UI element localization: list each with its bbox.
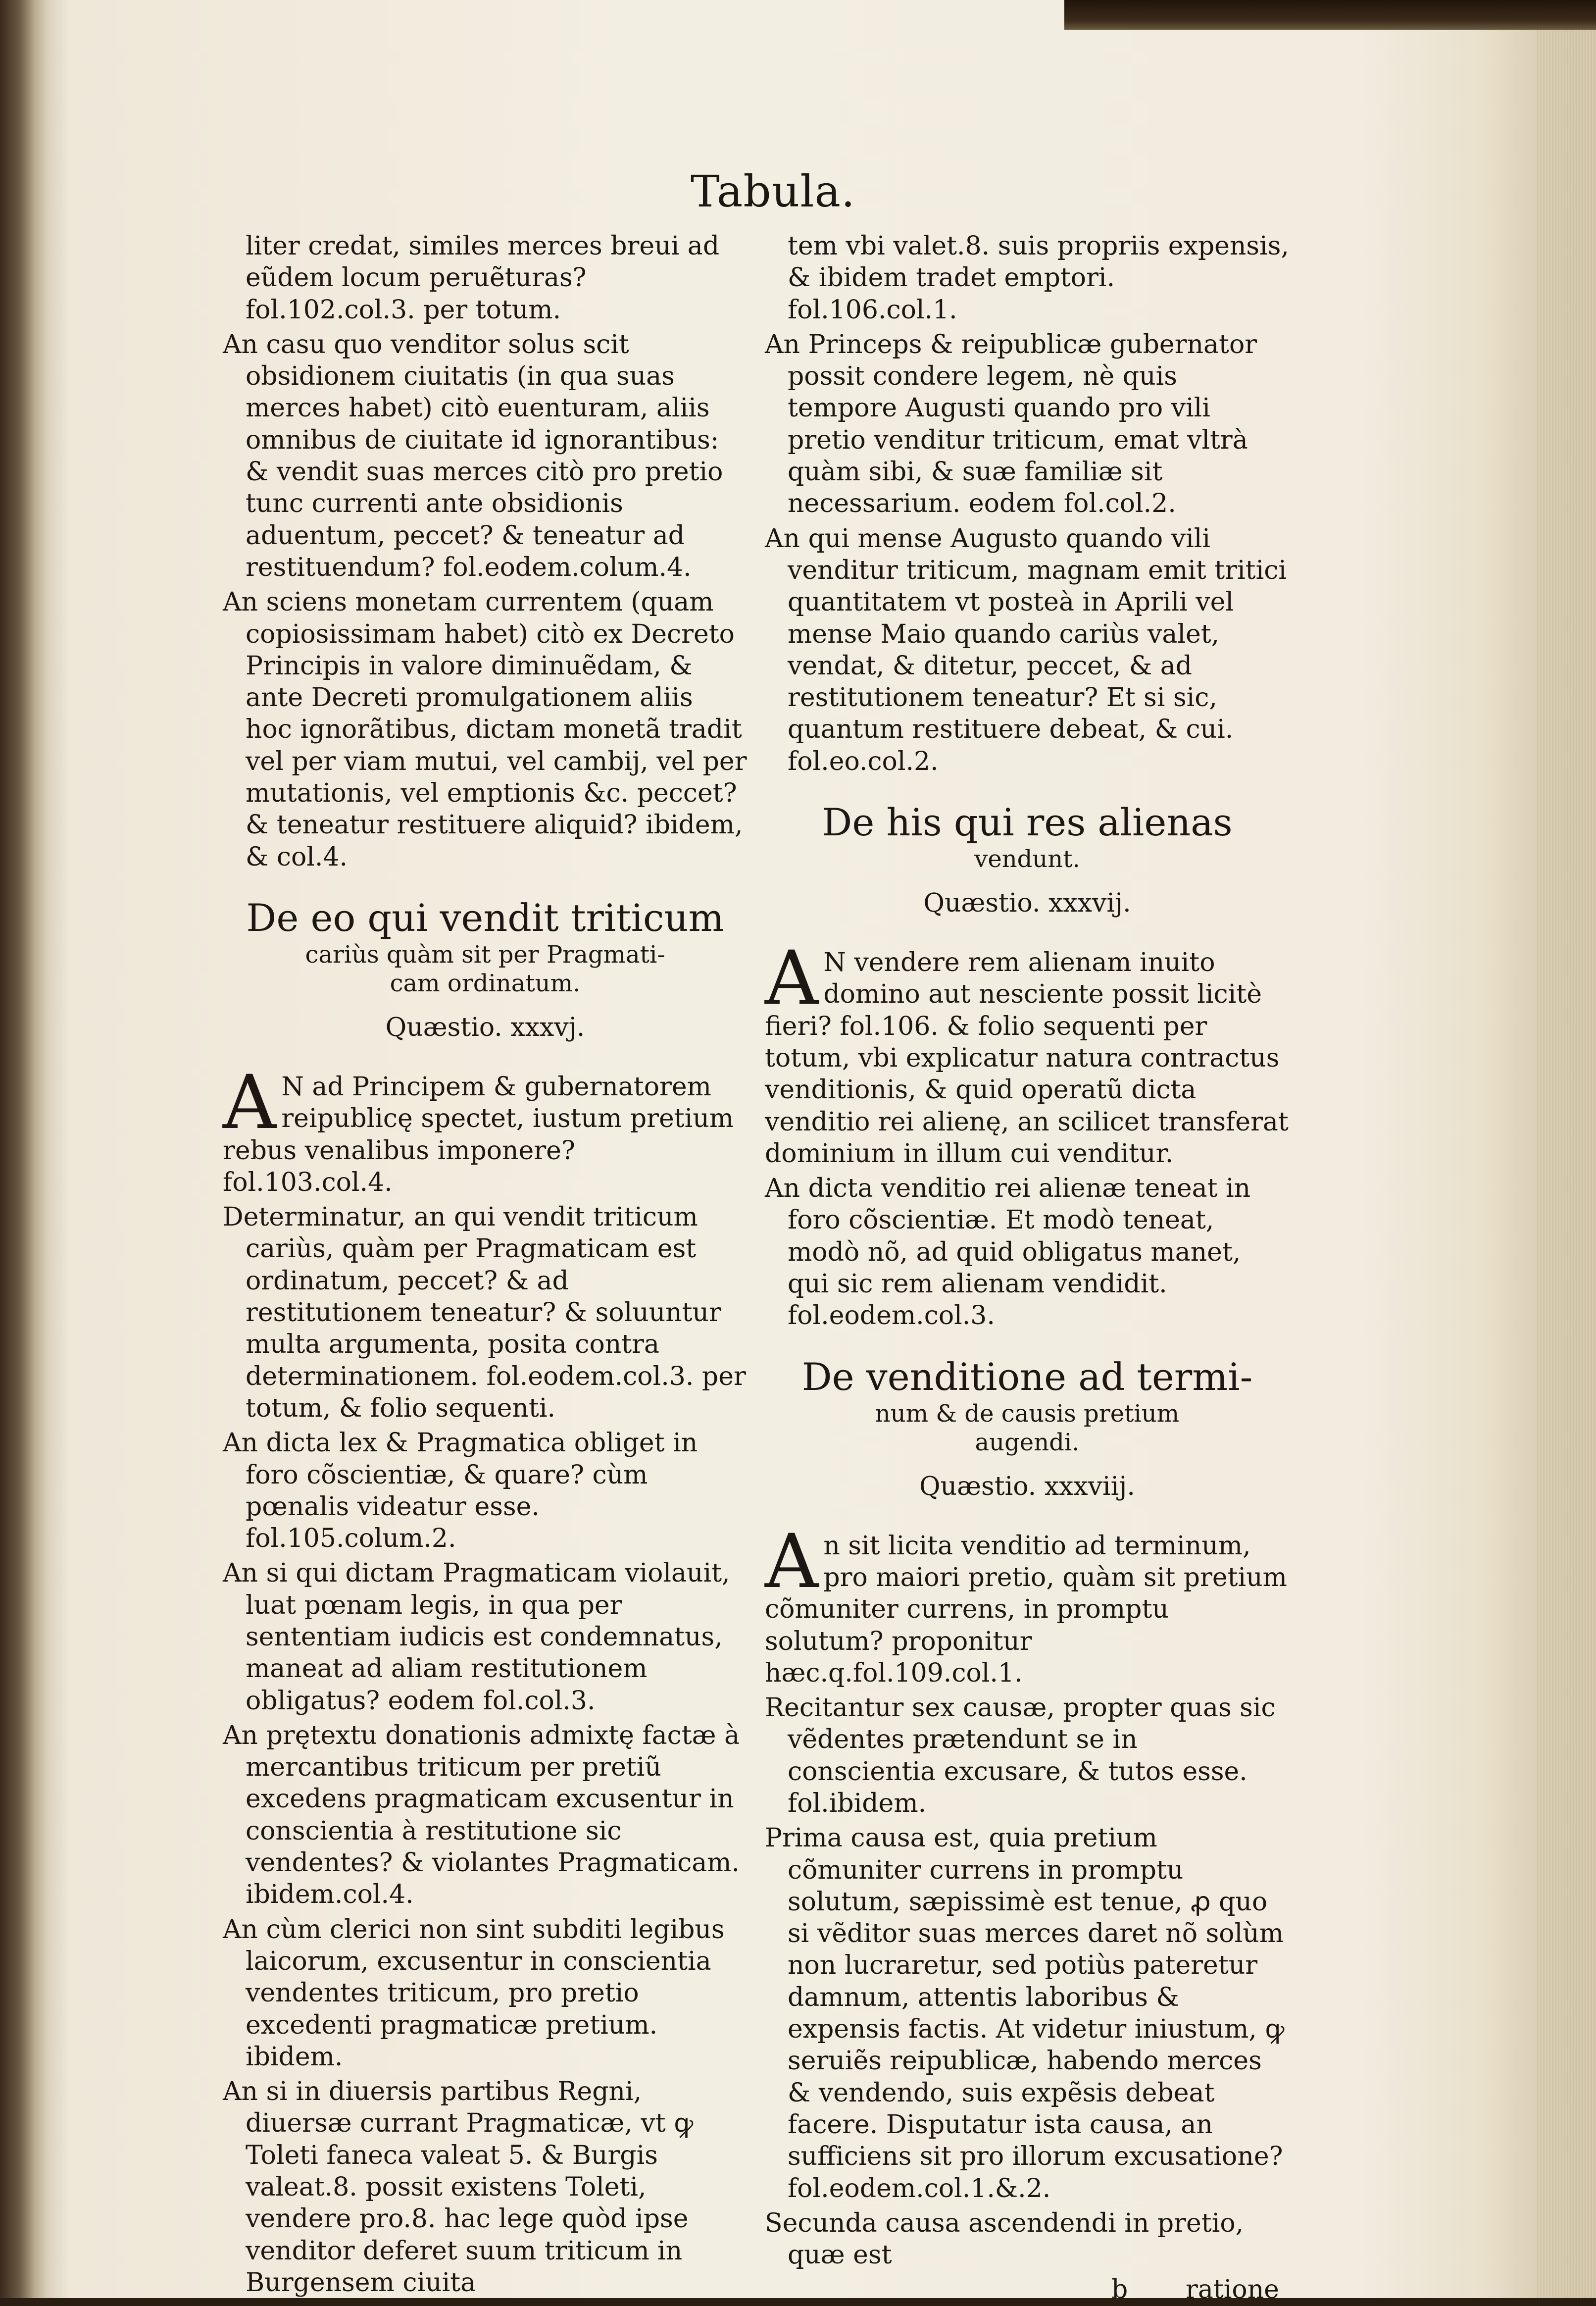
index-entry: An Princeps & reipublicæ gubernator possit condere legem, nè quis tempore Augusti quando pro vili pretio venditur triticum, emat vltrà quàm sibi, & suæ familiæ sit necessarium. eodem fol.col.2. [765, 329, 1257, 519]
binding-strip [1064, 0, 1596, 30]
index-entry: An dicta lex & Pragmatica obliget in foro cõscientiæ, & quare? cùm pœnalis videatur esse. fol.105.colum.2. [223, 1428, 698, 1554]
page-edges [1537, 30, 1596, 2298]
index-entry: Prima causa est, quia pretium cõmuniter currens in promptu solutum, sæpissimè est tenue, ꝓ quo si vẽditor suas merces daret nõ solùm non lucraretur, sed potiùs pateretur damnum, attentis laboribus & expensis factis. At videtur iniustum, ꝙ seruiẽs reipublicæ, habendo merces & vendendo, suis expẽsis debeat facere. Disputatur ista causa, an sufficiens sit pro illorum excusatione? fol.eodem.col.1.&.2. [765, 1823, 1285, 2204]
index-entry: An si qui dictam Pragmaticam violauit, luat pœnam legis, in qua per sententiam iudicis est condemnatus, maneat ad aliam restitutionem obligatus? eodem fol.col.3. [223, 1558, 730, 1716]
quaestio-heading: Quæstio. xxxvj. [385, 1012, 585, 1042]
section-title: De eo qui vendit triticum [246, 895, 724, 940]
drop-cap: A [223, 1059, 277, 1146]
quaestio-heading: Quæstio. xxxvij. [923, 888, 1131, 919]
index-entry: Recitantur sex causæ, propter quas sic vẽdentes prætendunt se in conscientia excusare, & tutos esse. fol.ibidem. [765, 1693, 1276, 1818]
index-entry: Determinatur, an qui vendit triticum cariùs, quàm per Pragmaticam est ordinatum, peccet? & ad restitutionem teneatur? & soluuntur multa argumenta, posita contra determinationem. fol.eodem.col.3. per totum, & folio sequenti. [223, 1202, 746, 1423]
section-subtitle: cariùs quàm sit per Pragmati- [305, 940, 665, 969]
drop-cap: A [765, 1518, 819, 1605]
index-entry: An prętextu donationis admixtę factæ à mercantibus triticum per pretiũ excedens pragmaticam excusentur in conscientia à restitutione sic vendentes? & violantes Pragmaticam. ibidem.col.4. [223, 1720, 740, 1910]
continued-entry: liter credat, similes merces breui ad eũdem locum peruẽturas? fol.102.col.3. per totum. [246, 231, 720, 325]
index-entry: An cùm clerici non sint subditi legibus laicorum, excusentur in conscientia vendentes triticum, pro pretio excedenti pragmaticæ pretium. ibidem. [223, 1914, 725, 2072]
index-entry [765, 1518, 1290, 1689]
entry-text: N ad Principem & gubernatorem reipublicę spectet, iustum pretium rebus venalibus imponere? fol.103.col.4. [223, 1072, 734, 1197]
index-entry: An casu quo venditor solus scit obsidionem ciuitatis (in qua suas merces habet) citò euenturam, aliis omnibus de ciuitate id ignorantibus: & vendit suas merces citò pro pretio tunc currenti ante obsidionis aduentum, peccet? & teneatur ad restituendum? fol.eodem.colum.4. [223, 329, 723, 582]
section-title: De venditione ad termi- [801, 1354, 1253, 1399]
index-entry: An si in diuersis partibus Regni, diuersæ currant Pragmaticæ, vt ꝙ Toleti faneca valeat 5. & Burgis valeat.8. possit existens Toleti, vendere pro.8. hac lege quòd ipse venditor deferet suum triticum in Burgensem ciuita [223, 2077, 694, 2298]
index-entry [223, 1059, 748, 1198]
section-subtitle: augendi. [975, 1428, 1080, 1456]
index-entry: Secunda causa ascendendi in pretio, quæ est [765, 2208, 1244, 2270]
running-title: Tabula. [691, 166, 855, 217]
drop-cap: A [765, 935, 819, 1022]
entry-text: N vendere rem alienam inuito domino aut nesciente possit licitè fieri? fol.106. & folio sequenti per totum, vbi explicatur natura contractus venditionis, & quid operatũ dicta venditio rei alienę, an scilicet transferat dominium in illum cui venditur. [765, 948, 1289, 1169]
section-title: De his qui res alienas [822, 800, 1233, 845]
index-entry: An dicta venditio rei alienæ teneat in foro cõscientiæ. Et modò teneat, modò nõ, ad quid obligatus manet, qui sic rem alienam vendidit. fol.eodem.col.3. [765, 1174, 1251, 1331]
section-subtitle: cam ordinatum. [390, 969, 581, 997]
section-subtitle: num & de causis pretium [875, 1399, 1180, 1428]
index-entry: An sciens monetam currentem (quam copiosissimam habet) citò ex Decreto Principis in valore diminuẽdam, & ante Decreti promulgationem aliis hoc ignorãtibus, dictam monetã tradit vel per viam mutui, vel cambij, vel per mutationis, vel emptionis &c. peccet? & teneatur restituere aliquid? ibidem, & col.4. [223, 587, 747, 872]
index-entry [765, 935, 1290, 1170]
left-column [223, 230, 748, 2302]
entry-text: n sit licita venditio ad terminum, pro maiori pretio, quàm sit pretium cõmuniter currens, in promptu solutum? proponitur hæc.q.fol.109.col.1. [765, 1531, 1287, 1688]
index-entry: An qui mense Augusto quando vili venditur triticum, magnam emit tritici quantitatem vt posteà in Aprili vel mense Maio quando cariùs valet, vendat, & ditetur, peccet, & ad restitutionem teneatur? Et si sic, quantum restituere debeat, & cui. fol.eo.col.2. [765, 523, 1287, 776]
catchword: ratione [1186, 2275, 1279, 2305]
right-column [765, 230, 1290, 2306]
continued-entry: tem vbi valet.8. suis propriis expensis, & ibidem tradet emptori. fol.106.col.1. [788, 231, 1289, 325]
section-subtitle: vendunt. [974, 845, 1080, 873]
signature-mark: b [1111, 2275, 1128, 2305]
footer-line [765, 2274, 1290, 2306]
quaestio-heading: Quæstio. xxxviij. [919, 1471, 1135, 1501]
